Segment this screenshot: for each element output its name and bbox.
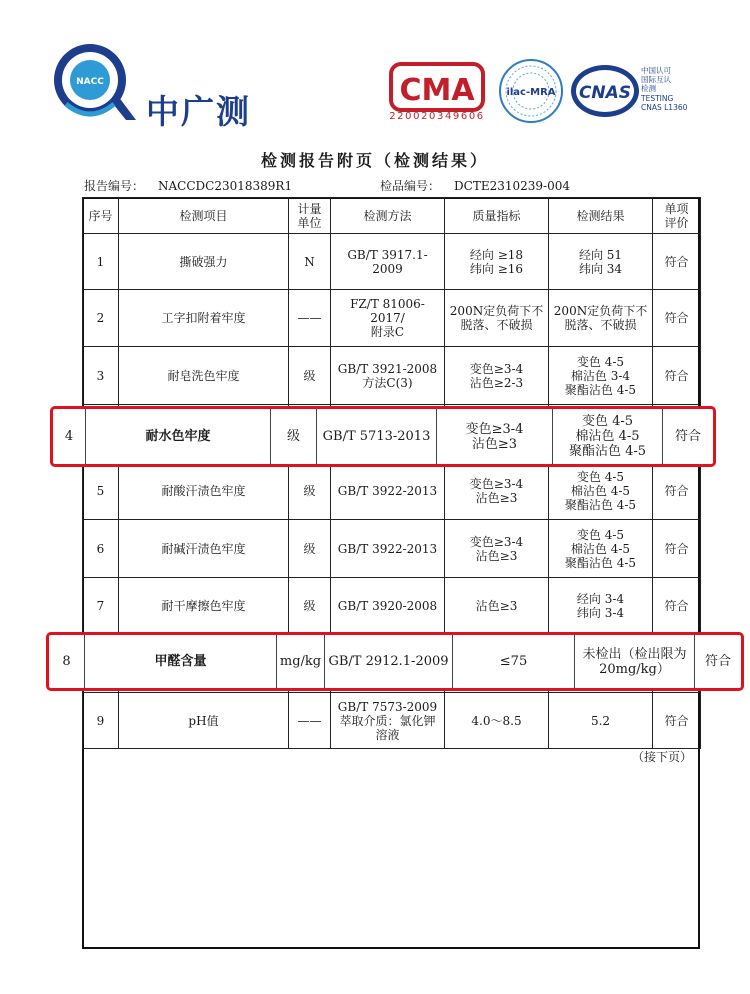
header-eval-line: 评价 <box>664 215 689 230</box>
cell-result <box>549 347 653 405</box>
cell-no: 9 <box>83 693 119 749</box>
cell-spec <box>445 578 549 635</box>
cell-result <box>549 463 653 520</box>
cell-item: 耐皂洗色牢度 <box>119 347 289 405</box>
sample-number-label: 检品编号： <box>380 179 441 193</box>
cell-eval: 符合 <box>653 290 701 347</box>
method-line: GB/T 7573-2009 <box>337 699 438 714</box>
result-line: 20mg/kg） <box>599 661 670 677</box>
cell-eval: 符合 <box>653 693 701 749</box>
cell-no: 1 <box>83 234 119 290</box>
header-no: 序号 <box>83 198 119 234</box>
result-line: 聚酯沾色 4-5 <box>568 444 647 459</box>
cell-eval: 符合 <box>653 234 701 290</box>
result-line: 聚酯沾色 4-5 <box>564 382 637 397</box>
cell-spec <box>445 520 549 578</box>
cell-eval: 符合 <box>653 347 701 405</box>
method-line: FZ/T 81006-2017/ <box>350 297 425 325</box>
cell-spec <box>445 347 549 405</box>
cnas-caption-line: 检测 <box>641 84 656 94</box>
spec-line: 脱落、不破损 <box>460 318 533 332</box>
header-eval <box>653 198 701 234</box>
nacc-logo-text: NACC <box>76 77 104 87</box>
cell-item: 耐水色牢度 <box>86 409 271 464</box>
header-spec: 质量指标 <box>445 198 549 234</box>
result-line: 聚酯沾色 4-5 <box>564 555 637 570</box>
cell-unit: 级 <box>271 409 317 464</box>
cell-method <box>331 578 445 635</box>
table-row <box>83 463 701 520</box>
method-line: 方法C(3) <box>362 375 413 390</box>
method-line: GB/T 3920-2008 <box>337 599 438 613</box>
cell-eval: 符合 <box>704 654 731 669</box>
table-row <box>83 234 701 290</box>
cell-result <box>549 290 653 347</box>
cell-unit: 级 <box>289 578 331 635</box>
method-line: GB/T 3922-2013 <box>337 541 438 556</box>
cell-unit: 级 <box>289 520 331 578</box>
cell-eval: 符合 <box>653 463 701 520</box>
result-line: 200N定负荷下不 <box>553 304 648 318</box>
cell-result <box>575 635 695 688</box>
highlight-row-8 <box>49 635 741 688</box>
continue-note: （接下页） <box>631 750 692 764</box>
spec-line: 经向 ≥18 <box>469 247 524 262</box>
cell-eval: 符合 <box>653 520 701 578</box>
cell-unit: 级 <box>289 463 331 520</box>
result-line: 经向 3-4 <box>576 592 625 606</box>
cell-eval: 符合 <box>653 578 701 635</box>
header-result: 检测结果 <box>549 198 653 234</box>
cnas-logo <box>568 62 642 120</box>
cnas-caption-line: 中国认可 <box>641 66 671 75</box>
cell-item: 甲醛含量 <box>85 635 277 688</box>
brand-name: 中广测 <box>146 92 251 131</box>
table-header-row <box>83 198 701 234</box>
report-number-value: NACCDC23018389R1 <box>158 179 293 193</box>
cell-item: 耐碱汗渍色牢度 <box>119 520 289 578</box>
spec-line: 沾色≥3 <box>475 548 518 563</box>
result-line: 变色 4-5 <box>576 354 625 369</box>
cell-method <box>325 635 453 688</box>
cell-result <box>553 409 663 464</box>
method-line: 附录C <box>370 325 405 339</box>
spec-line: 变色≥3-4 <box>469 534 524 549</box>
header-method: 检测方法 <box>331 198 445 234</box>
cell-method <box>331 234 445 290</box>
cnas-caption <box>641 66 687 112</box>
cma-number: 220020349606 <box>389 111 485 122</box>
spec-line: 变色≥3-4 <box>469 361 524 376</box>
highlight-row-4 <box>53 409 713 464</box>
header-unit-line: 计量 <box>297 201 322 216</box>
cell-unit: N <box>289 234 331 290</box>
header-item: 检测项目 <box>119 198 289 234</box>
cell-no: 3 <box>83 347 119 405</box>
cma-mark: CMA <box>399 73 475 108</box>
cell-spec <box>453 635 575 688</box>
cell-eval: 符合 <box>674 429 701 444</box>
ilac-mark: ilac-MRA <box>506 87 556 98</box>
cell-method <box>331 290 445 347</box>
nacc-logo <box>48 40 140 126</box>
cell-unit: —— <box>289 290 331 347</box>
cell-no: 6 <box>83 520 119 578</box>
cell-result <box>549 234 653 290</box>
method-line: 溶液 <box>375 727 400 742</box>
header-unit <box>289 198 331 234</box>
result-line: 纬向 34 <box>578 261 623 276</box>
result-line: 变色 4-5 <box>576 527 625 542</box>
cell-spec <box>445 463 549 520</box>
cell-item: 耐干摩擦色牢度 <box>119 578 289 635</box>
result-line: 棉沾色 4-5 <box>570 484 631 498</box>
cell-item: 撕破强力 <box>119 234 289 290</box>
report-number <box>84 177 292 194</box>
method-line: GB/T 2912.1-2009 <box>328 654 449 669</box>
spec-line: 沾色≥3 <box>471 436 518 452</box>
spec-line: 沾色≥2-3 <box>469 375 524 390</box>
result-line: 经向 51 <box>578 247 623 262</box>
report-number-label: 报告编号： <box>84 179 145 193</box>
cell-spec <box>445 290 549 347</box>
cell-item: 工字扣附着牢度 <box>119 290 289 347</box>
cell-item: 耐酸汗渍色牢度 <box>119 463 289 520</box>
spec-line: 变色≥3-4 <box>465 421 524 437</box>
page-title: 检测报告附页（检测结果） <box>260 151 489 170</box>
method-line: GB/T 3921-2008 <box>337 361 438 376</box>
result-line: 纬向 3-4 <box>576 606 625 620</box>
cnas-caption-line: 国际互认 <box>641 75 671 85</box>
result-line: 变色 4-5 <box>576 470 625 484</box>
sample-number <box>380 177 570 194</box>
spec-line: 沾色≥3 <box>475 491 518 505</box>
spec-line: 变色≥3-4 <box>469 477 524 491</box>
cell-method <box>331 520 445 578</box>
spec-line: ≤75 <box>499 654 528 669</box>
header-eval-line: 单项 <box>664 201 689 216</box>
result-line: 未检出（检出限为 <box>582 646 687 662</box>
header-unit-line: 单位 <box>297 215 322 230</box>
table-row <box>83 578 701 635</box>
cell-spec <box>445 693 549 749</box>
cell-method <box>331 347 445 405</box>
cell-no: 2 <box>83 290 119 347</box>
table-row <box>83 347 701 405</box>
result-line: 聚酯沾色 4-5 <box>564 498 637 512</box>
cell-unit: 级 <box>289 347 331 405</box>
method-line: GB/T 5713-2013 <box>322 429 431 444</box>
cnas-caption-line: TESTING <box>641 93 674 103</box>
table-row <box>83 693 701 749</box>
sample-number-value: DCTE2310239-004 <box>454 179 570 193</box>
spec-line: 纬向 ≥16 <box>469 261 524 276</box>
result-line: 棉沾色 3-4 <box>570 368 631 383</box>
cell-spec <box>437 409 553 464</box>
cell-unit: —— <box>289 693 331 749</box>
cell-no: 8 <box>49 635 85 688</box>
cell-no: 5 <box>83 463 119 520</box>
spec-line: 沾色≥3 <box>475 599 518 613</box>
result-line: 脱落、不破损 <box>564 318 637 332</box>
cnas-caption-line: CNAS L1360 <box>641 102 688 112</box>
result-line: 变色 4-5 <box>581 414 634 429</box>
cell-no: 4 <box>53 409 86 464</box>
method-line: GB/T 3922-2013 <box>337 484 438 498</box>
spec-line: 200N定负荷下不 <box>449 304 544 318</box>
result-line: 棉沾色 4-5 <box>570 541 631 556</box>
cell-method <box>317 409 437 464</box>
cell-result <box>549 578 653 635</box>
method-line: GB/T 3917.1-2009 <box>347 247 428 276</box>
result-line: 棉沾色 4-5 <box>575 429 640 444</box>
cnas-mark: CNAS <box>578 83 632 103</box>
ilac-mra-logo <box>498 58 564 124</box>
cell-result <box>549 693 653 749</box>
spec-line: 4.0～8.5 <box>471 713 522 728</box>
cell-result <box>549 520 653 578</box>
result-line: 5.2 <box>590 713 611 728</box>
cell-unit: mg/kg <box>277 635 325 688</box>
table-row <box>83 520 701 578</box>
cell-method <box>331 693 445 749</box>
method-line: 萃取介质：氯化钾 <box>339 713 436 728</box>
cell-no: 7 <box>83 578 119 635</box>
table-row <box>83 290 701 347</box>
cell-method <box>331 463 445 520</box>
cell-spec <box>445 234 549 290</box>
cell-item: pH值 <box>119 693 289 749</box>
